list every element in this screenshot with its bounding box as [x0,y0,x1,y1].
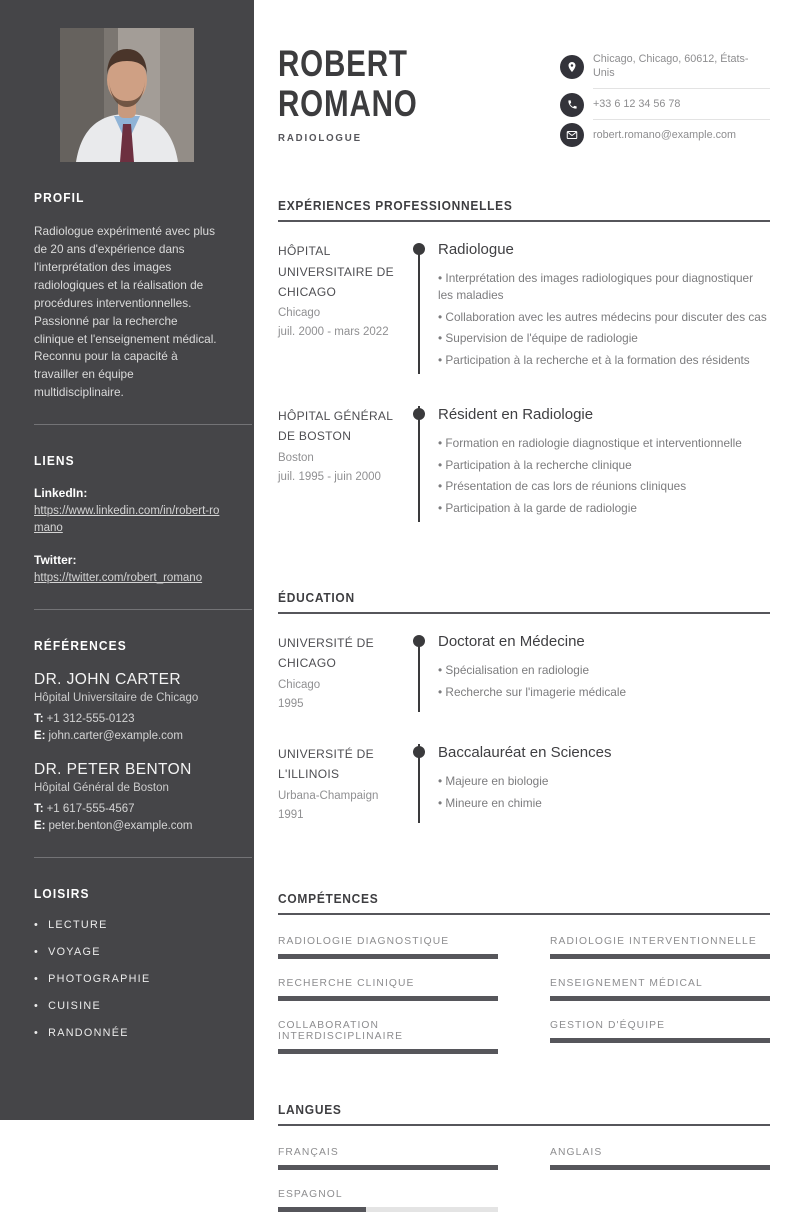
reference-organization: Hôpital Général de Boston [34,782,169,795]
experience-organization: HÔPITAL GÉNÉRAL DE BOSTON [278,408,393,444]
skill-label: GESTION D'ÉQUIPE [550,1019,666,1031]
bullet-item: • Participation à la garde de radiologie [438,500,770,517]
skills-grid [278,936,770,1054]
header [278,44,770,150]
sidebar-divider [34,857,252,858]
timeline-dot-icon [413,243,425,255]
phone-value: +1 617-555-4567 [46,803,135,816]
languages-section [278,1102,770,1212]
education-organization: UNIVERSITÉ DE L'ILLINOIS [278,746,374,782]
bullet-item: • Formation en radiologie diagnostique et interventionnelle [438,435,770,452]
bullet-item: • Majeure en biologie [438,773,770,790]
skill-label: RADIOLOGIE DIAGNOSTIQUE [278,935,450,947]
skills-section [278,891,770,1054]
timeline-dot-icon [413,635,425,647]
education-dates: 1991 [278,808,304,821]
skill-label: RADIOLOGIE INTERVENTIONNELLE [550,935,757,947]
bullet-item: • Spécialisation en radiologie [438,662,770,679]
experience-details [438,406,770,522]
education-details [438,633,770,712]
email-icon [560,123,584,147]
language-label: ESPAGNOL [278,1188,343,1200]
education-location: Chicago [278,678,321,691]
languages-grid [278,1147,770,1212]
education-entry [278,633,770,744]
profile-section [0,190,254,402]
experience-role: Résident en Radiologie [438,405,594,423]
skill-bar-fill [550,996,770,1001]
profile-text: Radiologue expérimenté avec plus de 20 ans d'expérience dans l'interprétation des images radiologiques et la réalisation de procédures interventionnelles. Passionné par la recherche clinique et l'enseignement médical. Reconnu pour la capacité à travailler en équipe multidisciplinaire. [34,224,217,400]
bullet-item: • Interprétation des images radiologiques pour diagnostiquer les maladies [438,270,770,304]
first-name: ROBERT [278,43,408,84]
experience-details [438,241,770,374]
name-block [278,44,453,144]
sidebar-divider [34,609,252,610]
hobby-item [34,973,220,985]
bullet-item: • Collaboration avec les autres médecins pour discuter des cas [438,309,770,326]
bullet-icon: • [34,918,40,931]
contact-row-phone [560,89,770,120]
bullet-item: • Participation à la recherche clinique [438,457,770,474]
language-item [278,1147,498,1170]
phone-label: T: [34,712,44,725]
phone-label: T: [34,803,44,816]
language-bar-fill [278,1165,498,1170]
education-heading: ÉDUCATION [278,589,355,605]
bullet-item: • Présentation de cas lors de réunions cliniques [438,478,770,495]
education-bullets [438,773,770,812]
education-organization: UNIVERSITÉ DE CHICAGO [278,635,374,671]
bullet-item: • Recherche sur l'imagerie médicale [438,684,770,701]
experience-entry [278,241,770,406]
profile-heading: PROFIL [34,190,85,205]
skill-bar-fill [278,1049,498,1054]
timeline [402,744,438,823]
bullet-icon: • [34,1026,40,1039]
reference-phone [34,711,220,728]
bullet-icon: • [34,945,40,958]
section-rule [278,913,770,915]
education-location: Urbana-Champaign [278,789,379,802]
skill-item [550,978,770,1001]
language-label: ANGLAIS [550,1146,603,1158]
timeline-dot-icon [413,746,425,758]
portrait-photo [60,28,194,162]
experience-heading: EXPÉRIENCES PROFESSIONNELLES [278,198,513,214]
reference-name: DR. PETER BENTON [34,761,192,779]
hobby-item [34,1027,220,1039]
education-degree: Baccalauréat en Sciences [438,743,612,761]
timeline [402,633,438,712]
experience-bullets [438,270,770,369]
email-label: E: [34,819,46,832]
contact-row-location [560,44,770,89]
skill-bar [550,954,770,959]
experience-organization: HÔPITAL UNIVERSITAIRE DE CHICAGO [278,244,394,299]
section-rule [278,612,770,614]
hobbies-list [34,919,220,1039]
bullet-icon: • [34,999,40,1012]
skill-item [278,936,498,959]
experience-entries [278,241,770,542]
email-label: E: [34,729,46,742]
experience-dates: juil. 1995 - juin 2000 [278,470,381,483]
hobby-label: LECTURE [48,918,108,931]
experience-location: Chicago [278,307,321,320]
candidate-name [278,44,418,123]
skill-label: ENSEIGNEMENT MÉDICAL [550,977,703,989]
experience-section [278,198,770,542]
skill-bar [278,1049,498,1054]
education-meta [278,633,402,712]
main-content [254,0,794,1200]
references-section [0,638,254,835]
contact-block [560,44,770,150]
section-rule [278,1124,770,1126]
reference-name: DR. JOHN CARTER [34,670,181,688]
experience-bullets [438,435,770,517]
language-item [278,1189,498,1212]
twitter-link[interactable]: https://twitter.com/robert_romano [34,571,203,584]
phone-icon [560,93,584,117]
hobby-item [34,946,220,958]
language-bar-fill [278,1207,366,1212]
email-value: peter.benton@example.com [48,819,193,832]
hobby-label: CUISINE [48,999,101,1012]
reference-email [34,818,220,835]
reference-organization: Hôpital Universitaire de Chicago [34,691,199,704]
skill-bar-fill [278,954,498,959]
references-heading: RÉFÉRENCES [34,637,127,653]
education-meta [278,744,402,823]
bullet-item: • Participation à la recherche et à la formation des résidents [438,352,770,369]
reference-email [34,728,220,745]
language-label: FRANÇAIS [278,1146,339,1158]
contact-location: Chicago, Chicago, 60612, États-Unis [593,44,770,89]
experience-location: Boston [278,451,314,464]
education-bullets [438,662,770,701]
location-pin-icon [560,55,584,79]
reference-item [34,761,220,834]
language-bar [278,1207,498,1212]
skill-bar-fill [550,954,770,959]
section-rule [278,220,770,222]
timeline [402,406,438,522]
experience-meta [278,406,402,522]
links-heading: LIENS [34,453,75,469]
reference-phone [34,801,220,818]
education-details [438,744,770,823]
skills-heading: COMPÉTENCES [278,890,379,906]
experience-dates: juil. 2000 - mars 2022 [278,326,389,339]
sidebar [0,0,254,1120]
hobby-item [34,919,220,931]
hobby-label: PHOTOGRAPHIE [48,972,151,985]
job-title: RADIOLOGUE [278,132,362,145]
languages-heading: LANGUES [278,1101,342,1117]
linkedin-link[interactable]: https://www.linkedin.com/in/robert-romano [34,505,220,535]
skill-label: COLLABORATION INTERDISCIPLINAIRE [278,1019,404,1042]
language-item [550,1147,770,1170]
skill-item [550,1020,770,1054]
education-degree: Doctorat en Médecine [438,632,585,650]
hobby-label: RANDONNÉE [48,1026,129,1039]
link-item-linkedin [34,486,220,538]
links-section [0,453,254,587]
skill-bar [550,996,770,1001]
skill-bar [278,954,498,959]
email-value: john.carter@example.com [48,729,183,742]
skill-bar [550,1038,770,1043]
education-entries [278,633,770,843]
skill-bar [278,996,498,1001]
contact-phone: +33 6 12 34 56 78 [593,89,770,120]
experience-entry [278,406,770,542]
sidebar-divider [34,424,252,425]
hobby-item [34,1000,220,1012]
last-name: ROMANO [278,82,418,124]
education-section [278,590,770,843]
hobbies-heading: LOISIRS [34,885,90,901]
reference-item [34,671,220,744]
skill-bar-fill [550,1038,770,1043]
timeline [402,241,438,374]
contact-row-email [560,120,770,150]
skill-item [278,978,498,1001]
contact-email: robert.romano@example.com [593,129,736,142]
timeline-dot-icon [413,408,425,420]
linkedin-label: LinkedIn: [34,486,88,501]
language-bar [550,1165,770,1170]
experience-role: Radiologue [438,241,514,259]
education-entry [278,744,770,843]
link-item-twitter [34,553,220,587]
language-bar [278,1165,498,1170]
bullet-item: • Mineure en chimie [438,795,770,812]
hobby-label: VOYAGE [48,945,101,958]
language-bar-fill [550,1165,770,1170]
avatar [60,28,194,162]
skill-item [278,1020,498,1054]
twitter-label: Twitter: [34,552,77,567]
bullet-icon: • [34,972,40,985]
phone-value: +1 312-555-0123 [46,712,135,725]
skill-item [550,936,770,959]
skill-bar-fill [278,996,498,1001]
skill-label: RECHERCHE CLINIQUE [278,977,415,989]
experience-meta [278,241,402,374]
hobbies-section [0,886,254,1039]
bullet-item: • Supervision de l'équipe de radiologie [438,330,770,347]
education-dates: 1995 [278,697,304,710]
